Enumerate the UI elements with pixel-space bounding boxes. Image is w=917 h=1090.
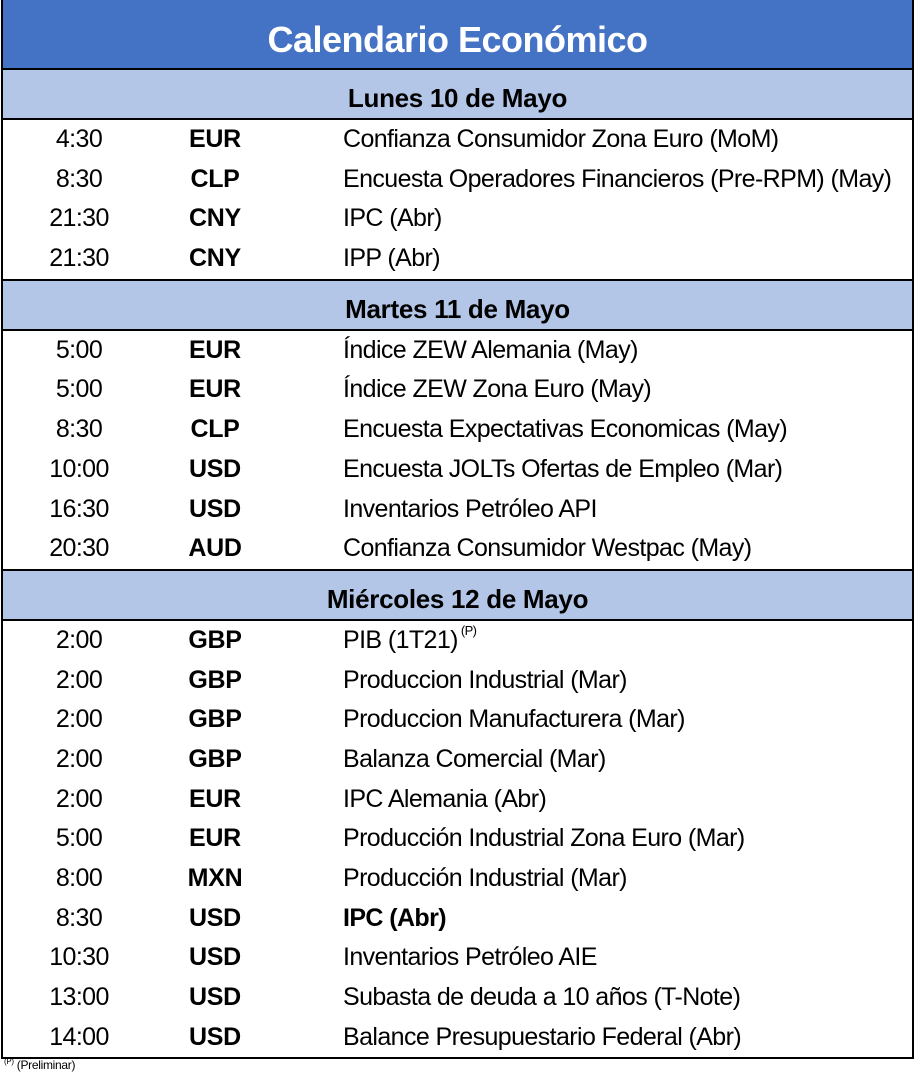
- event-name-cell: [343, 160, 891, 198]
- event-currency: EUR: [189, 824, 241, 853]
- event-name: IPC Alemania (Abr): [343, 784, 547, 813]
- event-name: Producción Industrial (Mar): [343, 864, 627, 892]
- preliminary-mark: (P): [460, 622, 477, 638]
- event-row: [3, 120, 912, 160]
- event-name: Subasta de deuda a 10 años (T-Note): [343, 983, 741, 1012]
- event-name-cell: [343, 978, 740, 1016]
- event-row: [3, 1018, 912, 1058]
- event-name: IPC (Abr): [343, 204, 442, 233]
- event-currency: EUR: [189, 784, 241, 813]
- calendar-title: Calendario Económico: [3, 0, 912, 70]
- day-header: Lunes 10 de Mayo: [3, 70, 912, 120]
- event-time: 10:00: [49, 454, 109, 483]
- event-currency: CNY: [189, 204, 241, 233]
- event-time: 8:30: [55, 903, 103, 932]
- event-currency: GBP: [188, 665, 242, 694]
- event-row: [3, 780, 912, 820]
- footnote: [4, 1058, 75, 1072]
- event-time: 21:30: [49, 204, 109, 233]
- event-time: 4:30: [55, 125, 103, 153]
- event-row: [3, 621, 912, 661]
- event-row: [3, 370, 912, 410]
- event-name-cell: [343, 529, 751, 567]
- event-time: 5:00: [55, 335, 103, 364]
- event-name-cell: [343, 450, 782, 488]
- event-currency: CLP: [190, 415, 240, 444]
- day-events: [3, 621, 912, 1060]
- event-row: [3, 819, 912, 859]
- event-currency: MXN: [187, 864, 243, 892]
- event-name-cell: [343, 938, 597, 976]
- event-name-cell: [343, 899, 446, 937]
- event-row: [3, 978, 912, 1018]
- event-name: Producción Industrial Zona Euro (Mar): [343, 824, 745, 853]
- event-name: Inventarios Petróleo AIE: [343, 943, 597, 972]
- event-name: Inventarios Petróleo API: [343, 494, 597, 523]
- event-time: 5:00: [55, 375, 103, 404]
- event-name: IPP (Abr): [343, 244, 440, 273]
- event-row: [3, 529, 912, 569]
- event-row: [3, 239, 912, 279]
- event-name-cell: [343, 239, 440, 277]
- event-name-cell: [343, 410, 787, 448]
- day-events: [3, 120, 912, 281]
- event-currency: USD: [189, 494, 241, 523]
- event-name: Confianza Consumidor Westpac (May): [343, 534, 752, 563]
- event-currency: GBP: [188, 705, 242, 734]
- event-time: 8:30: [55, 164, 103, 193]
- event-name: Produccion Industrial (Mar): [343, 665, 627, 694]
- event-name-cell: [343, 780, 546, 818]
- event-row: [3, 899, 912, 939]
- event-time: 10:30: [49, 943, 109, 972]
- event-currency: CNY: [189, 244, 241, 273]
- event-currency: USD: [189, 903, 241, 932]
- event-name-cell: [343, 370, 651, 408]
- event-name-cell: [343, 621, 476, 659]
- event-name-cell: [343, 819, 745, 857]
- event-time: 5:00: [55, 824, 103, 853]
- event-time: 2:00: [55, 784, 103, 813]
- event-name: Índice ZEW Zona Euro (May): [343, 375, 652, 404]
- event-time: 14:00: [49, 1022, 109, 1051]
- economic-calendar: [1, 0, 914, 1059]
- event-time: 2:00: [55, 744, 103, 773]
- event-time: 8:30: [55, 415, 103, 444]
- event-time: 16:30: [49, 494, 109, 523]
- calendar-days: [3, 70, 912, 1059]
- event-name-cell: [343, 1018, 741, 1056]
- event-row: [3, 160, 912, 200]
- event-currency: GBP: [188, 744, 242, 773]
- event-currency: EUR: [189, 125, 241, 153]
- event-time: 2:00: [55, 705, 103, 734]
- event-currency: EUR: [189, 335, 241, 364]
- footnote-mark: (P): [4, 1057, 14, 1066]
- event-currency: USD: [189, 943, 241, 972]
- day-header: Martes 11 de Mayo: [3, 281, 912, 331]
- event-name: Índice ZEW Alemania (May): [343, 335, 638, 364]
- event-time: 21:30: [49, 244, 109, 273]
- event-currency: USD: [189, 454, 241, 483]
- event-name: Encuesta JOLTs Ofertas de Empleo (Mar): [343, 454, 783, 483]
- day-header: Miércoles 12 de Mayo: [3, 571, 912, 621]
- event-name: Confianza Consumidor Zona Euro (MoM): [343, 125, 779, 153]
- event-name-cell: [343, 859, 627, 897]
- footnote-text: (Preliminar): [16, 1058, 76, 1072]
- event-currency: GBP: [188, 625, 242, 654]
- event-name-cell: [343, 490, 597, 528]
- event-name-cell: [343, 700, 685, 738]
- event-row: [3, 661, 912, 701]
- event-name: IPC (Abr): [343, 903, 446, 932]
- event-name: Produccion Manufacturera (Mar): [343, 705, 685, 734]
- event-name: PIB (1T21): [343, 625, 458, 654]
- event-currency: AUD: [188, 534, 242, 563]
- day-events: [3, 331, 912, 571]
- event-time: 20:30: [49, 534, 109, 563]
- event-currency: CLP: [190, 164, 240, 193]
- event-time: 13:00: [49, 983, 109, 1012]
- event-currency: EUR: [189, 375, 241, 404]
- event-row: [3, 740, 912, 780]
- event-time: 2:00: [55, 665, 103, 694]
- event-row: [3, 938, 912, 978]
- event-row: [3, 700, 912, 740]
- event-currency: USD: [189, 983, 241, 1012]
- event-row: [3, 331, 912, 371]
- event-name-cell: [343, 661, 627, 699]
- event-row: [3, 410, 912, 450]
- event-row: [3, 450, 912, 490]
- event-name-cell: [343, 199, 442, 237]
- event-time: 8:00: [55, 864, 103, 892]
- event-row: [3, 199, 912, 239]
- event-name-cell: [343, 331, 638, 369]
- event-name-cell: [343, 120, 779, 158]
- event-name: Balanza Comercial (Mar): [343, 744, 606, 773]
- event-name: Encuesta Expectativas Economicas (May): [343, 415, 788, 444]
- event-time: 2:00: [55, 625, 103, 654]
- event-name-cell: [343, 740, 606, 778]
- event-name: Encuesta Operadores Financieros (Pre-RPM) (May): [343, 164, 892, 193]
- event-row: [3, 490, 912, 530]
- event-row: [3, 859, 912, 899]
- event-name: Balance Presupuestario Federal (Abr): [343, 1022, 742, 1051]
- event-currency: USD: [189, 1022, 241, 1051]
